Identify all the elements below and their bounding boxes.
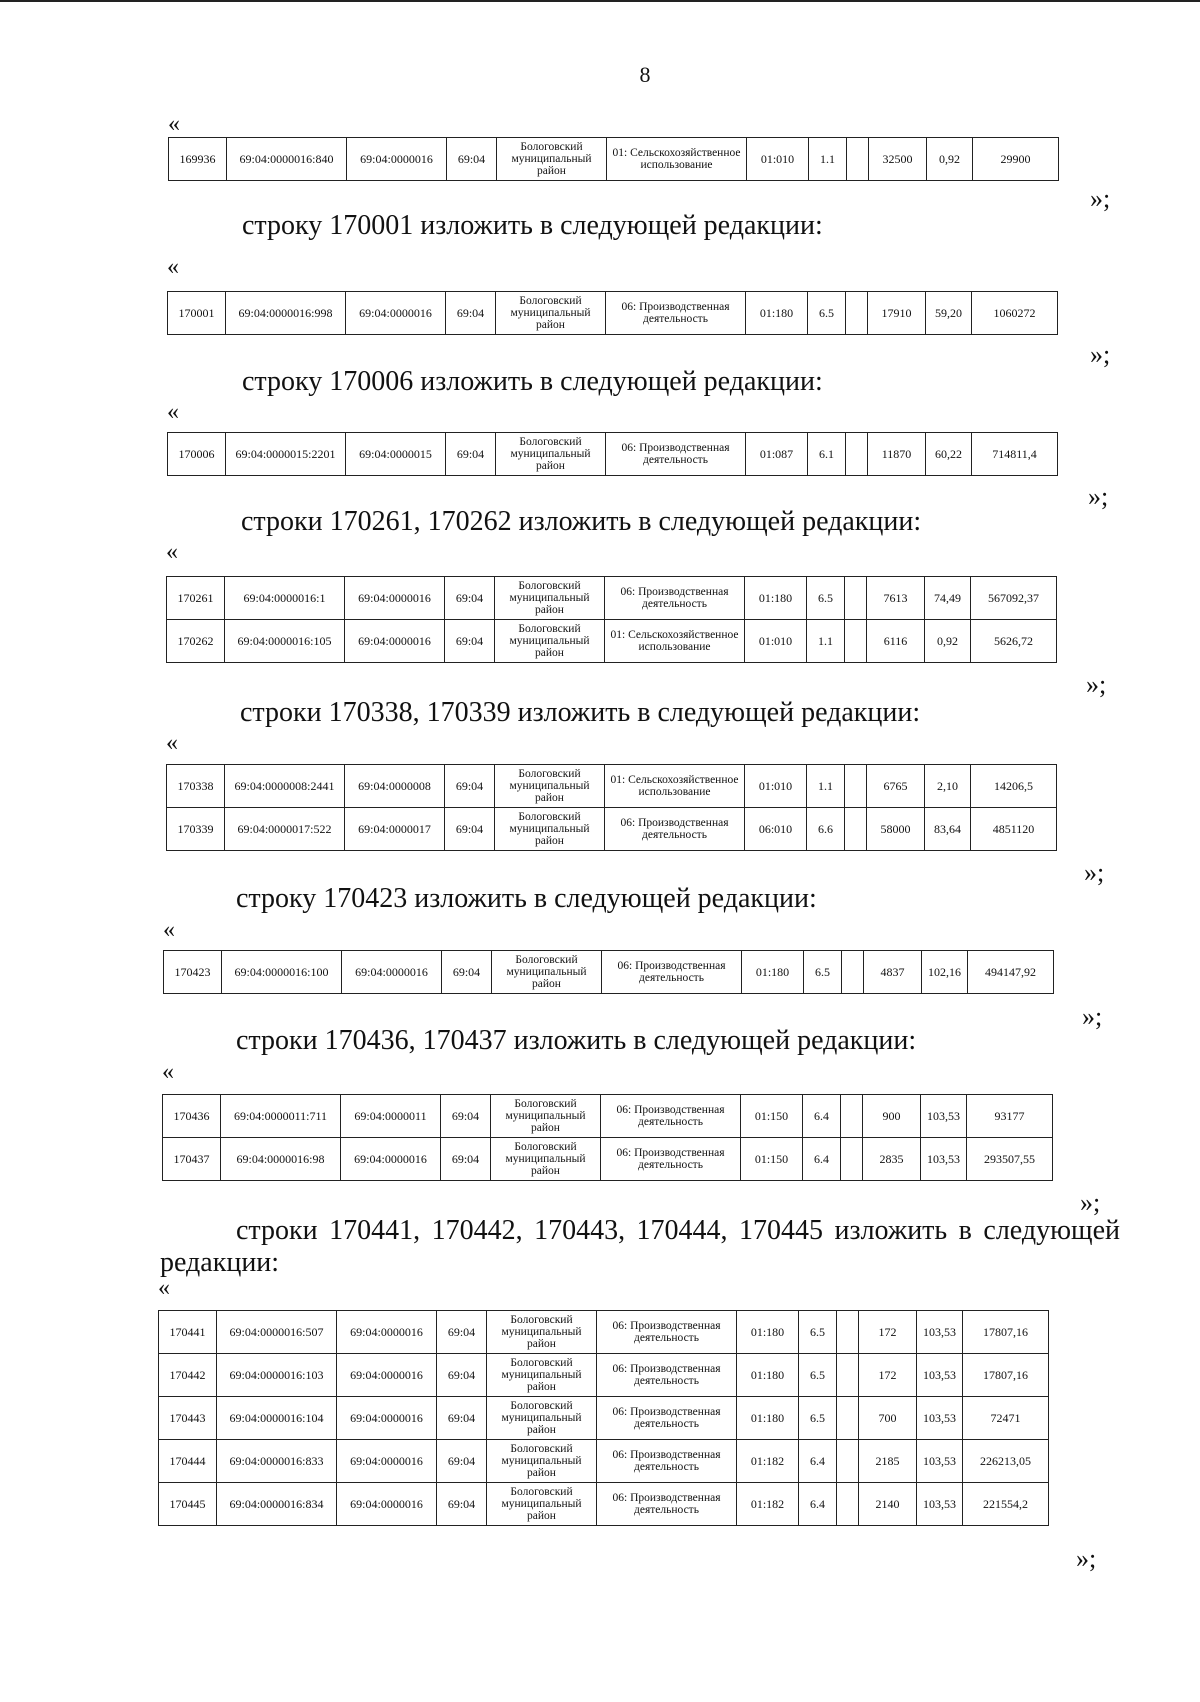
table-row bbox=[159, 1354, 1049, 1397]
table-cell: 69:04:0000011:711 bbox=[221, 1095, 341, 1138]
table-cell: 103,53 bbox=[917, 1397, 963, 1440]
parcel-table bbox=[167, 432, 1058, 476]
table-cell: 69:04:0000016 bbox=[345, 577, 445, 620]
table-cell: 11870 bbox=[868, 433, 926, 476]
table-cell: 494147,92 bbox=[968, 951, 1054, 994]
table-cell: 06: Производственная деятельность bbox=[597, 1354, 737, 1397]
table-cell: 69:04 bbox=[445, 765, 495, 808]
table-row bbox=[167, 620, 1057, 663]
table-cell: 6.4 bbox=[803, 1095, 841, 1138]
table-row bbox=[159, 1311, 1049, 1354]
table-cell bbox=[837, 1311, 859, 1354]
table-cell: 01:180 bbox=[737, 1354, 799, 1397]
table-cell: Бологовский муниципальный район bbox=[495, 765, 605, 808]
table-cell: 567092,37 bbox=[971, 577, 1057, 620]
table-cell bbox=[837, 1354, 859, 1397]
table-cell bbox=[845, 577, 867, 620]
table-cell: 6.5 bbox=[807, 577, 845, 620]
table-cell: 170437 bbox=[163, 1138, 221, 1181]
table-cell: 69:04:0000008:2441 bbox=[225, 765, 345, 808]
table-cell: 06: Производственная деятельность bbox=[597, 1397, 737, 1440]
table-cell: 102,16 bbox=[922, 951, 968, 994]
table-cell: 170001 bbox=[168, 292, 226, 335]
table-cell: 6.4 bbox=[803, 1138, 841, 1181]
table-cell: 69:04:0000016:100 bbox=[222, 951, 342, 994]
table-cell: 69:04:0000017:522 bbox=[225, 808, 345, 851]
table-cell: 06: Производственная деятельность bbox=[597, 1311, 737, 1354]
table-cell: 01:010 bbox=[747, 138, 809, 181]
table-cell: 6.5 bbox=[799, 1354, 837, 1397]
table-cell bbox=[837, 1440, 859, 1483]
table-cell: 01:150 bbox=[741, 1138, 803, 1181]
table-row bbox=[168, 292, 1058, 335]
table-row bbox=[159, 1440, 1049, 1483]
page-number: 8 bbox=[639, 62, 651, 87]
table-cell: Бологовский муниципальный район bbox=[495, 808, 605, 851]
table-cell: 714811,4 bbox=[972, 433, 1058, 476]
table-cell: 32500 bbox=[869, 138, 927, 181]
closing-quote: »; bbox=[1086, 670, 1107, 699]
table-cell: 6.5 bbox=[799, 1397, 837, 1440]
table-row bbox=[163, 1138, 1053, 1181]
table-cell: 01:180 bbox=[737, 1397, 799, 1440]
table-cell: 170436 bbox=[163, 1095, 221, 1138]
table-cell bbox=[846, 433, 868, 476]
table-cell: 01:150 bbox=[741, 1095, 803, 1138]
closing-quote: »; bbox=[1090, 184, 1111, 213]
table-row bbox=[163, 1095, 1053, 1138]
table-cell: 01:180 bbox=[737, 1311, 799, 1354]
table-cell bbox=[846, 292, 868, 335]
amendment-instruction: строку 170001 изложить в следующей редакции: bbox=[242, 210, 823, 241]
opening-quote: « bbox=[163, 917, 175, 943]
table-cell: 900 bbox=[863, 1095, 921, 1138]
opening-quote: « bbox=[162, 1059, 174, 1085]
table-cell: 69:04:0000016:104 bbox=[217, 1397, 337, 1440]
table-cell: 60,22 bbox=[926, 433, 972, 476]
table-row bbox=[159, 1483, 1049, 1526]
table-cell: 69:04:0000016 bbox=[341, 1138, 441, 1181]
closing-quote: »; bbox=[1076, 1544, 1097, 1573]
table-cell: 69:04:0000016 bbox=[337, 1311, 437, 1354]
closing-quote: »; bbox=[1080, 1188, 1101, 1217]
table-cell: 01:180 bbox=[745, 577, 807, 620]
table-cell: Бологовский муниципальный район bbox=[496, 433, 606, 476]
table-cell: 69:04 bbox=[437, 1483, 487, 1526]
table-cell: 293507,55 bbox=[967, 1138, 1053, 1181]
table-cell: 69:04:0000016 bbox=[347, 138, 447, 181]
table-cell: 6.6 bbox=[807, 808, 845, 851]
closing-quote: »; bbox=[1088, 482, 1109, 511]
table-cell: 69:04 bbox=[437, 1440, 487, 1483]
table-cell: Бологовский муниципальный район bbox=[497, 138, 607, 181]
table-cell: 103,53 bbox=[917, 1311, 963, 1354]
table-cell: 17910 bbox=[868, 292, 926, 335]
table-cell: 69:04:0000016:834 bbox=[217, 1483, 337, 1526]
table-cell: 1.1 bbox=[807, 620, 845, 663]
table-cell: 5626,72 bbox=[971, 620, 1057, 663]
parcel-table bbox=[166, 576, 1057, 663]
table-cell: Бологовский муниципальный район bbox=[496, 292, 606, 335]
table-cell: 01: Сельскохозяйственное использование bbox=[605, 620, 745, 663]
table-cell: 69:04 bbox=[437, 1397, 487, 1440]
table-cell: 06: Производственная деятельность bbox=[605, 808, 745, 851]
table-cell: 69:04 bbox=[445, 620, 495, 663]
table-row bbox=[164, 951, 1054, 994]
table-cell: 170444 bbox=[159, 1440, 217, 1483]
table-cell: 69:04:0000016:833 bbox=[217, 1440, 337, 1483]
table-cell: Бологовский муниципальный район bbox=[492, 951, 602, 994]
parcel-table bbox=[168, 137, 1059, 181]
table-cell bbox=[837, 1397, 859, 1440]
table-cell: 0,92 bbox=[927, 138, 973, 181]
parcel-table bbox=[167, 291, 1058, 335]
amendment-instruction: строки 170441, 170442, 170443, 170444, 170445 изложить в следующей редакции: bbox=[160, 1215, 1120, 1278]
table-cell: 700 bbox=[859, 1397, 917, 1440]
table-cell bbox=[841, 1095, 863, 1138]
table-cell: 01: Сельскохозяйственное использование bbox=[605, 765, 745, 808]
table-cell: 01:010 bbox=[745, 620, 807, 663]
table-row bbox=[167, 808, 1057, 851]
table-cell: 01:010 bbox=[745, 765, 807, 808]
table-cell bbox=[845, 765, 867, 808]
table-cell: 103,53 bbox=[917, 1354, 963, 1397]
table-cell: 01:180 bbox=[742, 951, 804, 994]
closing-quote: »; bbox=[1082, 1002, 1103, 1031]
table-cell: 69:04:0000008 bbox=[345, 765, 445, 808]
table-cell: 1.1 bbox=[807, 765, 845, 808]
table-cell: Бологовский муниципальный район bbox=[495, 577, 605, 620]
table-cell: 69:04:0000016 bbox=[337, 1397, 437, 1440]
table-cell bbox=[847, 138, 869, 181]
table-cell: 69:04 bbox=[446, 292, 496, 335]
table-cell: 69:04 bbox=[447, 138, 497, 181]
table-cell: 103,53 bbox=[917, 1483, 963, 1526]
table-cell: 69:04:0000017 bbox=[345, 808, 445, 851]
table-cell: 6765 bbox=[867, 765, 925, 808]
table-cell: 69:04:0000016 bbox=[337, 1483, 437, 1526]
table-cell: 83,64 bbox=[925, 808, 971, 851]
table-cell: 69:04:0000016 bbox=[337, 1354, 437, 1397]
table-cell: 06: Производственная деятельность bbox=[606, 292, 746, 335]
table-cell: 170443 bbox=[159, 1397, 217, 1440]
table-cell: 170006 bbox=[168, 433, 226, 476]
table-cell bbox=[842, 951, 864, 994]
table-cell: 69:04:0000016:507 bbox=[217, 1311, 337, 1354]
table-cell: 58000 bbox=[867, 808, 925, 851]
table-cell: 170442 bbox=[159, 1354, 217, 1397]
table-cell: 103,53 bbox=[921, 1138, 967, 1181]
table-cell: 6.5 bbox=[799, 1311, 837, 1354]
table-cell bbox=[841, 1138, 863, 1181]
table-cell: 69:04:0000016 bbox=[346, 292, 446, 335]
table-cell: 170441 bbox=[159, 1311, 217, 1354]
table-row bbox=[169, 138, 1059, 181]
table-cell: 170261 bbox=[167, 577, 225, 620]
table-cell: 93177 bbox=[967, 1095, 1053, 1138]
table-cell: 69:04 bbox=[441, 1138, 491, 1181]
table-cell: 17807,16 bbox=[963, 1311, 1049, 1354]
table-cell: 06: Производственная деятельность bbox=[602, 951, 742, 994]
table-cell: Бологовский муниципальный район bbox=[495, 620, 605, 663]
table-cell: 69:04:0000011 bbox=[341, 1095, 441, 1138]
table-cell: 06: Производственная деятельность bbox=[601, 1095, 741, 1138]
table-cell: 2835 bbox=[863, 1138, 921, 1181]
table-cell: 221554,2 bbox=[963, 1483, 1049, 1526]
table-cell: 74,49 bbox=[925, 577, 971, 620]
table-cell: 226213,05 bbox=[963, 1440, 1049, 1483]
table-cell: 7613 bbox=[867, 577, 925, 620]
table-cell: Бологовский муниципальный район bbox=[491, 1138, 601, 1181]
table-cell: 69:04 bbox=[437, 1311, 487, 1354]
table-cell: 69:04:0000015:2201 bbox=[226, 433, 346, 476]
amendment-instruction: строки 170436, 170437 изложить в следующей редакции: bbox=[236, 1025, 917, 1056]
table-cell: 01:180 bbox=[746, 292, 808, 335]
table-cell: 6.5 bbox=[808, 292, 846, 335]
table-cell: 69:04 bbox=[441, 1095, 491, 1138]
table-cell: 69:04:0000016:98 bbox=[221, 1138, 341, 1181]
table-cell: 0,92 bbox=[925, 620, 971, 663]
table-cell: 69:04:0000015 bbox=[346, 433, 446, 476]
table-cell: 6.1 bbox=[808, 433, 846, 476]
table-cell: 69:04 bbox=[437, 1354, 487, 1397]
table-cell: 14206,5 bbox=[971, 765, 1057, 808]
table-cell: 69:04:0000016:103 bbox=[217, 1354, 337, 1397]
table-cell: 1060272 bbox=[972, 292, 1058, 335]
table-cell: 6116 bbox=[867, 620, 925, 663]
opening-quote: « bbox=[166, 539, 178, 565]
table-cell: 2140 bbox=[859, 1483, 917, 1526]
table-row bbox=[159, 1397, 1049, 1440]
table-cell: 29900 bbox=[973, 138, 1059, 181]
table-cell bbox=[837, 1483, 859, 1526]
table-cell: 170423 bbox=[164, 951, 222, 994]
amendment-instruction: строки 170261, 170262 изложить в следующей редакции: bbox=[241, 506, 922, 537]
table-cell: 69:04 bbox=[442, 951, 492, 994]
table-cell: 170445 bbox=[159, 1483, 217, 1526]
opening-quote: « bbox=[167, 254, 179, 280]
table-cell: 169936 bbox=[169, 138, 227, 181]
table-cell: 172 bbox=[859, 1311, 917, 1354]
table-cell: 69:04:0000016 bbox=[345, 620, 445, 663]
opening-quote: « bbox=[158, 1275, 170, 1301]
table-cell: 1.1 bbox=[809, 138, 847, 181]
table-cell: 170262 bbox=[167, 620, 225, 663]
opening-quote: « bbox=[166, 730, 178, 756]
amendment-instruction: строку 170006 изложить в следующей редакции: bbox=[242, 366, 823, 397]
table-cell: 06:010 bbox=[745, 808, 807, 851]
table-cell: Бологовский муниципальный район bbox=[487, 1311, 597, 1354]
table-cell: 69:04:0000016:105 bbox=[225, 620, 345, 663]
table-cell: 2,10 bbox=[925, 765, 971, 808]
table-cell: 01:182 bbox=[737, 1483, 799, 1526]
table-cell bbox=[845, 620, 867, 663]
table-cell: Бологовский муниципальный район bbox=[487, 1440, 597, 1483]
table-cell: 59,20 bbox=[926, 292, 972, 335]
table-cell: 69:04 bbox=[446, 433, 496, 476]
table-cell: 06: Производственная деятельность bbox=[605, 577, 745, 620]
table-cell: 69:04 bbox=[445, 808, 495, 851]
parcel-table bbox=[163, 950, 1054, 994]
table-cell: 6.4 bbox=[799, 1483, 837, 1526]
table-cell: 4851120 bbox=[971, 808, 1057, 851]
table-cell: 01: Сельскохозяйственное использование bbox=[607, 138, 747, 181]
table-cell: 69:04:0000016:1 bbox=[225, 577, 345, 620]
table-cell: Бологовский муниципальный район bbox=[487, 1397, 597, 1440]
table-cell: 172 bbox=[859, 1354, 917, 1397]
table-cell: 01:182 bbox=[737, 1440, 799, 1483]
parcel-table bbox=[162, 1094, 1053, 1181]
table-row bbox=[168, 433, 1058, 476]
opening-quote: « bbox=[167, 399, 179, 425]
table-cell: 06: Производственная деятельность bbox=[601, 1138, 741, 1181]
table-row bbox=[167, 765, 1057, 808]
table-cell bbox=[845, 808, 867, 851]
table-cell: 4837 bbox=[864, 951, 922, 994]
table-cell: 103,53 bbox=[917, 1440, 963, 1483]
table-cell: 69:04 bbox=[445, 577, 495, 620]
table-row bbox=[167, 577, 1057, 620]
closing-quote: »; bbox=[1084, 858, 1105, 887]
table-cell: 6.4 bbox=[799, 1440, 837, 1483]
table-cell: 01:087 bbox=[746, 433, 808, 476]
table-cell: 06: Производственная деятельность bbox=[597, 1483, 737, 1526]
table-cell: 17807,16 bbox=[963, 1354, 1049, 1397]
table-cell: Бологовский муниципальный район bbox=[487, 1354, 597, 1397]
table-cell: 06: Производственная деятельность bbox=[606, 433, 746, 476]
table-cell: 69:04:0000016 bbox=[337, 1440, 437, 1483]
table-cell: Бологовский муниципальный район bbox=[487, 1483, 597, 1526]
table-cell: 103,53 bbox=[921, 1095, 967, 1138]
table-cell: 170339 bbox=[167, 808, 225, 851]
table-cell: 170338 bbox=[167, 765, 225, 808]
page-top-border bbox=[0, 0, 1200, 2]
amendment-instruction: строку 170423 изложить в следующей редакции: bbox=[236, 883, 817, 914]
closing-quote: »; bbox=[1090, 340, 1111, 369]
table-cell: 2185 bbox=[859, 1440, 917, 1483]
parcel-table bbox=[166, 764, 1057, 851]
parcel-table bbox=[158, 1310, 1049, 1526]
table-cell: 69:04:0000016:998 bbox=[226, 292, 346, 335]
amendment-instruction: строки 170338, 170339 изложить в следующей редакции: bbox=[240, 697, 921, 728]
table-cell: 69:04:0000016 bbox=[342, 951, 442, 994]
table-cell: 6.5 bbox=[804, 951, 842, 994]
table-cell: 72471 bbox=[963, 1397, 1049, 1440]
table-cell: 06: Производственная деятельность bbox=[597, 1440, 737, 1483]
table-cell: 69:04:0000016:840 bbox=[227, 138, 347, 181]
opening-quote: « bbox=[168, 111, 180, 137]
table-cell: Бологовский муниципальный район bbox=[491, 1095, 601, 1138]
